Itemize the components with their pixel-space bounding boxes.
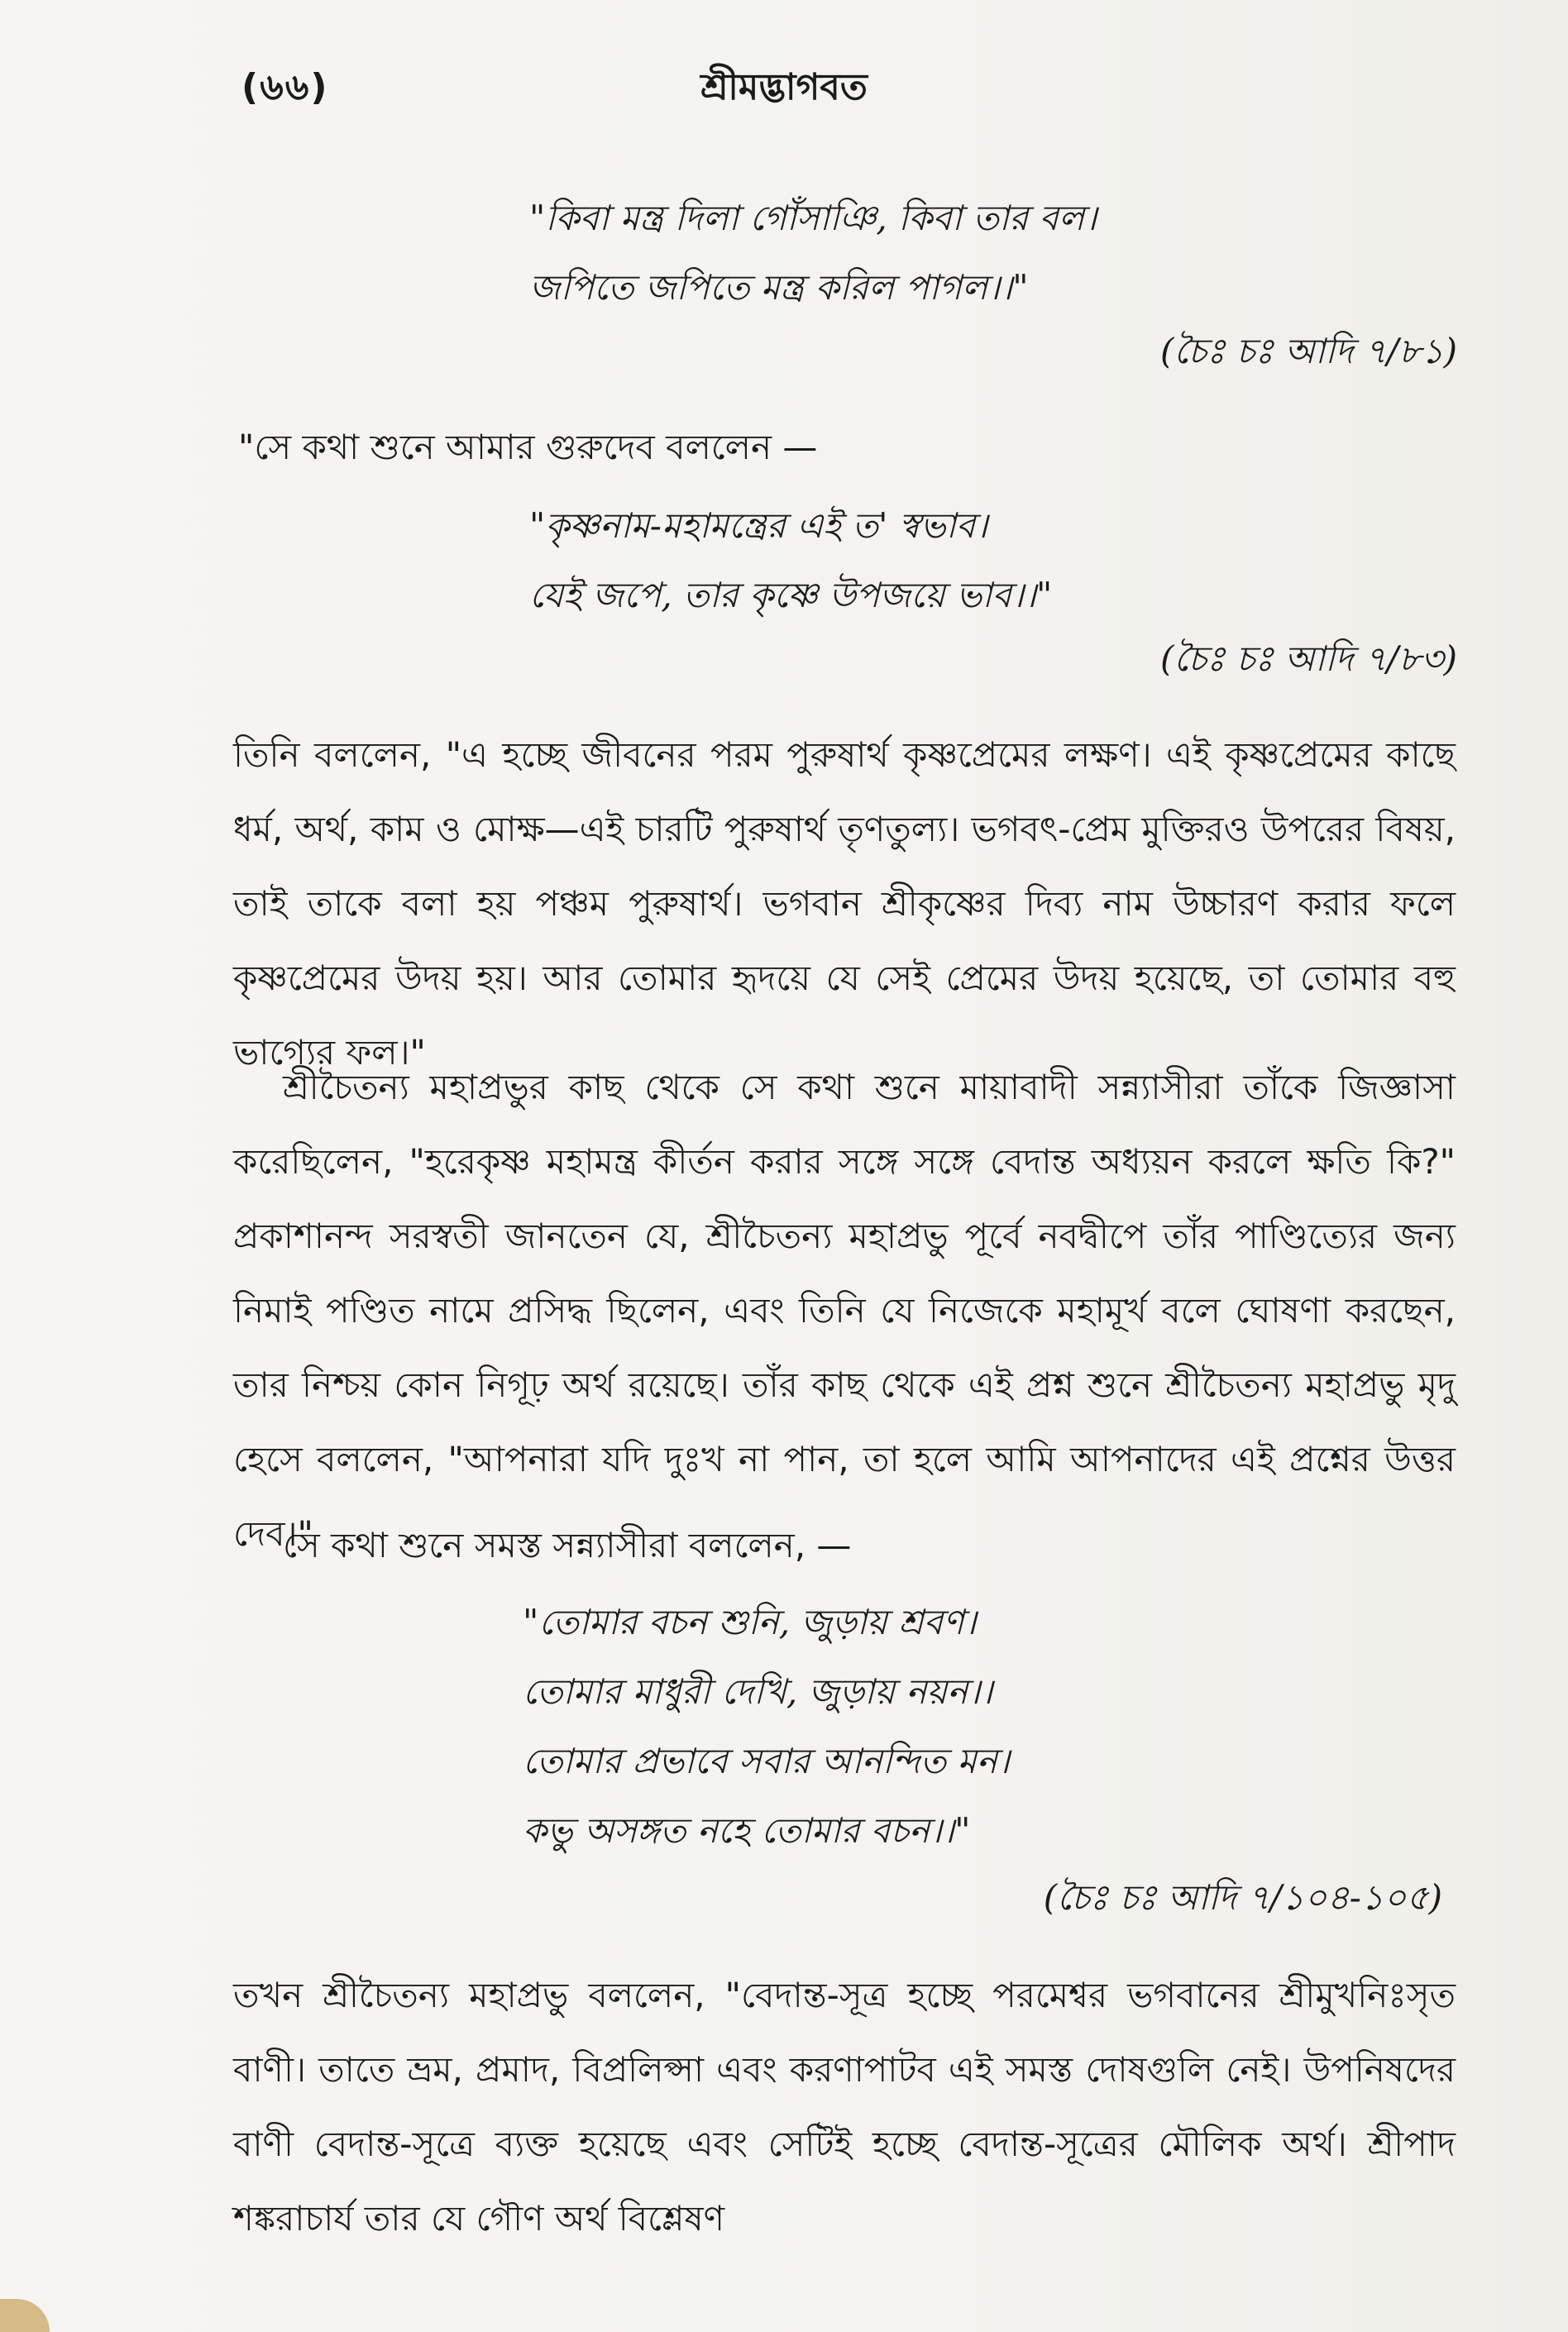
page-corner-edge (0, 2299, 50, 2332)
running-title: শ্রীমদ্ভাগবত (700, 66, 868, 108)
verse-block-1 (529, 184, 1097, 323)
page-number: (৬৬) (241, 66, 329, 108)
paragraph-text: তিনি বললেন, "এ হচ্ছে জীবনের পরম পুরুষার্থ কৃষ্ণপ্রেমের লক্ষণ। এই কৃষ্ণপ্রেমের কাছে ধর্ম, অর্থ, কাম ও মোক্ষ—এই চারটি পুরুষার্থ তৃণতুল্য। ভগবৎ-প্রেম মুক্তিরও উপরের বিষয়, তাই তাকে বলা হয় পঞ্চম পুরুষার্থ। ভগবান শ্রীকৃষ্ণের দিব্য নাম উচ্চারণ করার ফলে কৃষ্ণপ্রেমের উদয় হয়। আর তোমার হৃদয়ে যে সেই প্রেমের উদয় হয়েছে, তা তোমার বহু ভাগ্যের ফল।" (233, 734, 1456, 1073)
verse-line: তোমার প্রভাবে সবার আনন্দিত মন। (523, 1741, 1010, 1781)
verse-line: যেই জপে, তার কৃষ্ণে উপজয়ে ভাব।।" (529, 575, 1053, 615)
intro-line: "সে কথা শুনে আমার গুরুদেব বললেন — (238, 427, 818, 467)
verse-line: তোমার মাধুরী দেখি, জুড়ায় নয়ন।। (523, 1671, 993, 1712)
paragraph-text: তখন শ্রীচৈতন্য মহাপ্রভু বললেন, "বেদান্ত-সূত্র হচ্ছে পরমেশ্বর ভগবানের শ্রীমুখনিঃসৃত বাণী। তাতে ভ্রম, প্রমাদ, বিপ্রলিপ্সা এবং করণাপাটব এই সমস্ত দোষগুলি নেই। উপনিষদের বাণী বেদান্ত-সূত্রে ব্যক্ত হয়েছে এবং সেটিই হচ্ছে বেদান্ত-সূত্রের মৌলিক অর্থ। শ্রীপাদ শঙ্করাচার্য তার যে গৌণ অর্থ বিশ্লেষণ (233, 1975, 1456, 2239)
verse-block-2 (529, 491, 1052, 630)
verse-line: "কিবা মন্ত্র দিলা গোঁসাঞি, কিবা তার বল। (529, 198, 1097, 238)
verse-reference-1: (চৈঃ চঃ আদি ৭/৮১) (1160, 331, 1457, 371)
verse-line: "তোমার বচন শুনি, জুড়ায় শ্রবণ। (523, 1602, 977, 1642)
verse-reference-2: (চৈঃ চঃ আদি ৭/৮৩) (1159, 638, 1457, 679)
prose-paragraph-2 (233, 1050, 1456, 1571)
prose-paragraph-3: সে কথা শুনে সমস্ত সন্ন্যাসীরা বললেন, — (283, 1525, 852, 1565)
page-header (0, 50, 1568, 116)
paragraph-text: শ্রীচৈতন্য মহাপ্রভুর কাছ থেকে সে কথা শুনে মায়াবাদী সন্ন্যাসীরা তাঁকে জিজ্ঞাসা করেছিলেন, "হরেকৃষ্ণ মহামন্ত্র কীর্তন করার সঙ্গে সঙ্গে বেদান্ত অধ্যয়ন করলে ক্ষতি কি?" প্রকাশানন্দ সরস্বতী জানতেন যে, শ্রীচৈতন্য মহাপ্রভু পূর্বে নবদ্বীপে তাঁর পাণ্ডিত্যের জন্য নিমাই পণ্ডিত নামে প্রসিদ্ধ ছিলেন, এবং তিনি যে নিজেকে মহামূর্খ বলে ঘোষণা করছেন, তার নিশ্চয় কোন নিগূঢ় অর্থ রয়েছে। তাঁর কাছ থেকে এই প্রশ্ন শুনে শ্রীচৈতন্য মহাপ্রভু মৃদু হেসে বললেন, "আপনারা যদি দুঃখ না পান, তা হলে আমি আপনাদের এই প্রশ্নের উত্তর দেব।" (233, 1067, 1456, 1554)
prose-paragraph-4 (233, 1958, 1456, 2256)
verse-line: "কৃষ্ণনাম-মহামন্ত্রের এই ত' স্বভাব। (529, 505, 988, 546)
verse-block-3 (523, 1588, 1010, 1866)
verse-line: জপিতে জপিতে মন্ত্র করিল পাগল।।" (529, 267, 1029, 308)
verse-line: কভু অসঙ্গত নহে তোমার বচন।।" (523, 1810, 971, 1851)
prose-paragraph-1 (233, 718, 1456, 1090)
verse-reference-3: (চৈঃ চঃ আদি ৭/১০৪-১০৫) (1043, 1877, 1442, 1918)
